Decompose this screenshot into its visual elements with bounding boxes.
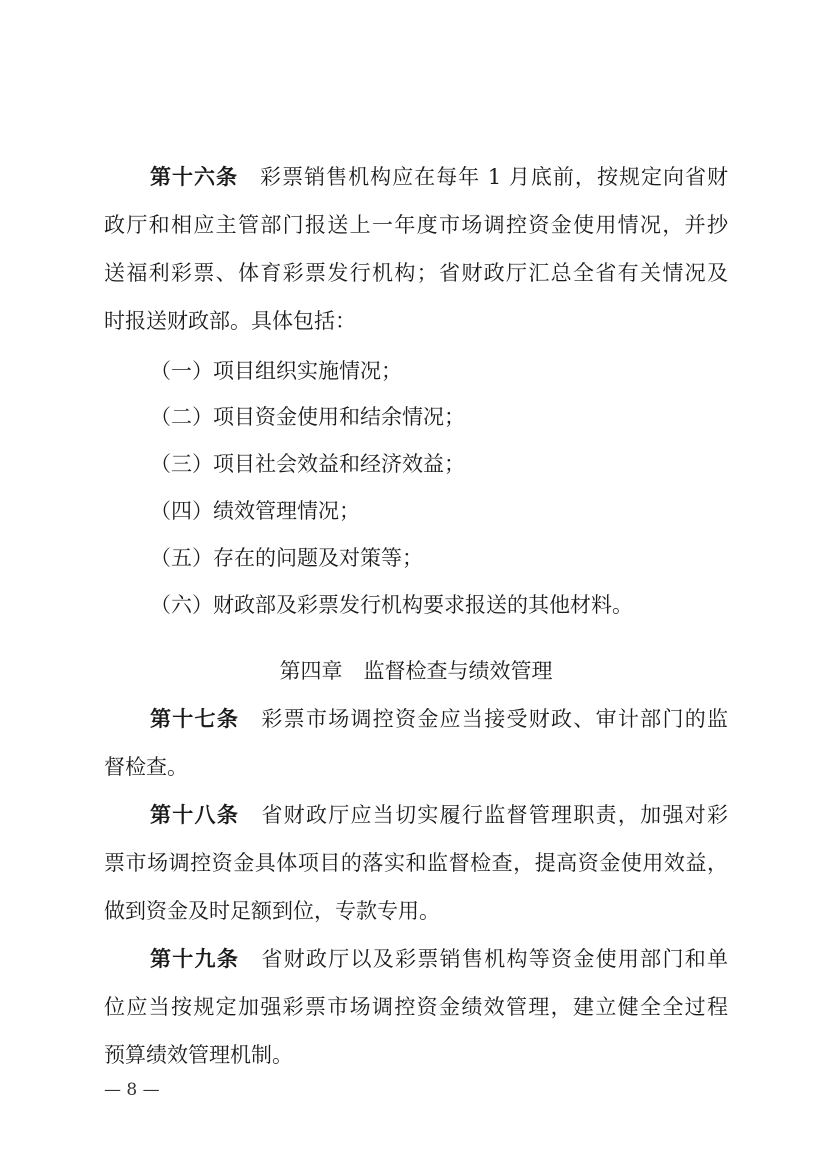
art16-line-1 [150, 162, 728, 192]
chapter-title: 监督检查与绩效管理 [363, 659, 553, 683]
art16-line-4: 时报送财政部。具体包括： [104, 309, 356, 333]
art18-text-1: 省财政厅应当切实履行监督管理职责，加强对彩 [260, 803, 729, 827]
art16-text-1: 彩票销售机构应在每年 1 月底前，按规定向省财 [259, 165, 728, 189]
article-17-number: 第十七条 [150, 707, 240, 731]
art18-line-3: 做到资金及时足额到位，专款专用。 [104, 899, 440, 923]
list-item: （四）绩效管理情况； [150, 499, 360, 523]
chapter-heading [104, 656, 728, 686]
art18-line-2: 票市场调控资金具体项目的落实和监督检查，提高资金使用效益， [104, 851, 728, 875]
article-18-number: 第十八条 [150, 803, 240, 827]
art19-text-1: 省财政厅以及彩票销售机构等资金使用部门和单 [260, 947, 729, 971]
art16-line-3: 送福利彩票、体育彩票发行机构；省财政厅汇总全省有关情况及 [104, 261, 728, 285]
list-item: （六）财政部及彩票发行机构要求报送的其他材料。 [150, 593, 633, 617]
list-item: （三）项目社会效益和经济效益； [150, 452, 465, 476]
art16-line-2: 政厅和相应主管部门报送上一年度市场调控资金使用情况，并抄 [104, 213, 728, 237]
list-item: （二）项目资金使用和结余情况； [150, 405, 465, 429]
art19-line-2: 位应当按规定加强彩票市场调控资金绩效管理，建立健全全过程 [104, 995, 728, 1019]
list-item: （五）存在的问题及对策等； [150, 546, 423, 570]
art17-line-2: 督检查。 [104, 755, 188, 779]
art17-text-1: 彩票市场调控资金应当接受财政、审计部门的监 [260, 707, 729, 731]
article-19-number: 第十九条 [150, 947, 240, 971]
chapter-number: 第四章 [279, 659, 343, 683]
page-number: — 8 — [104, 1080, 160, 1100]
art19-line-1 [150, 944, 728, 974]
art17-line-1 [150, 704, 728, 734]
list-item: （一）项目组织实施情况； [150, 359, 402, 383]
art18-line-1 [150, 800, 728, 830]
art19-line-3: 预算绩效管理机制。 [104, 1043, 293, 1067]
article-16-number: 第十六条 [150, 165, 239, 189]
